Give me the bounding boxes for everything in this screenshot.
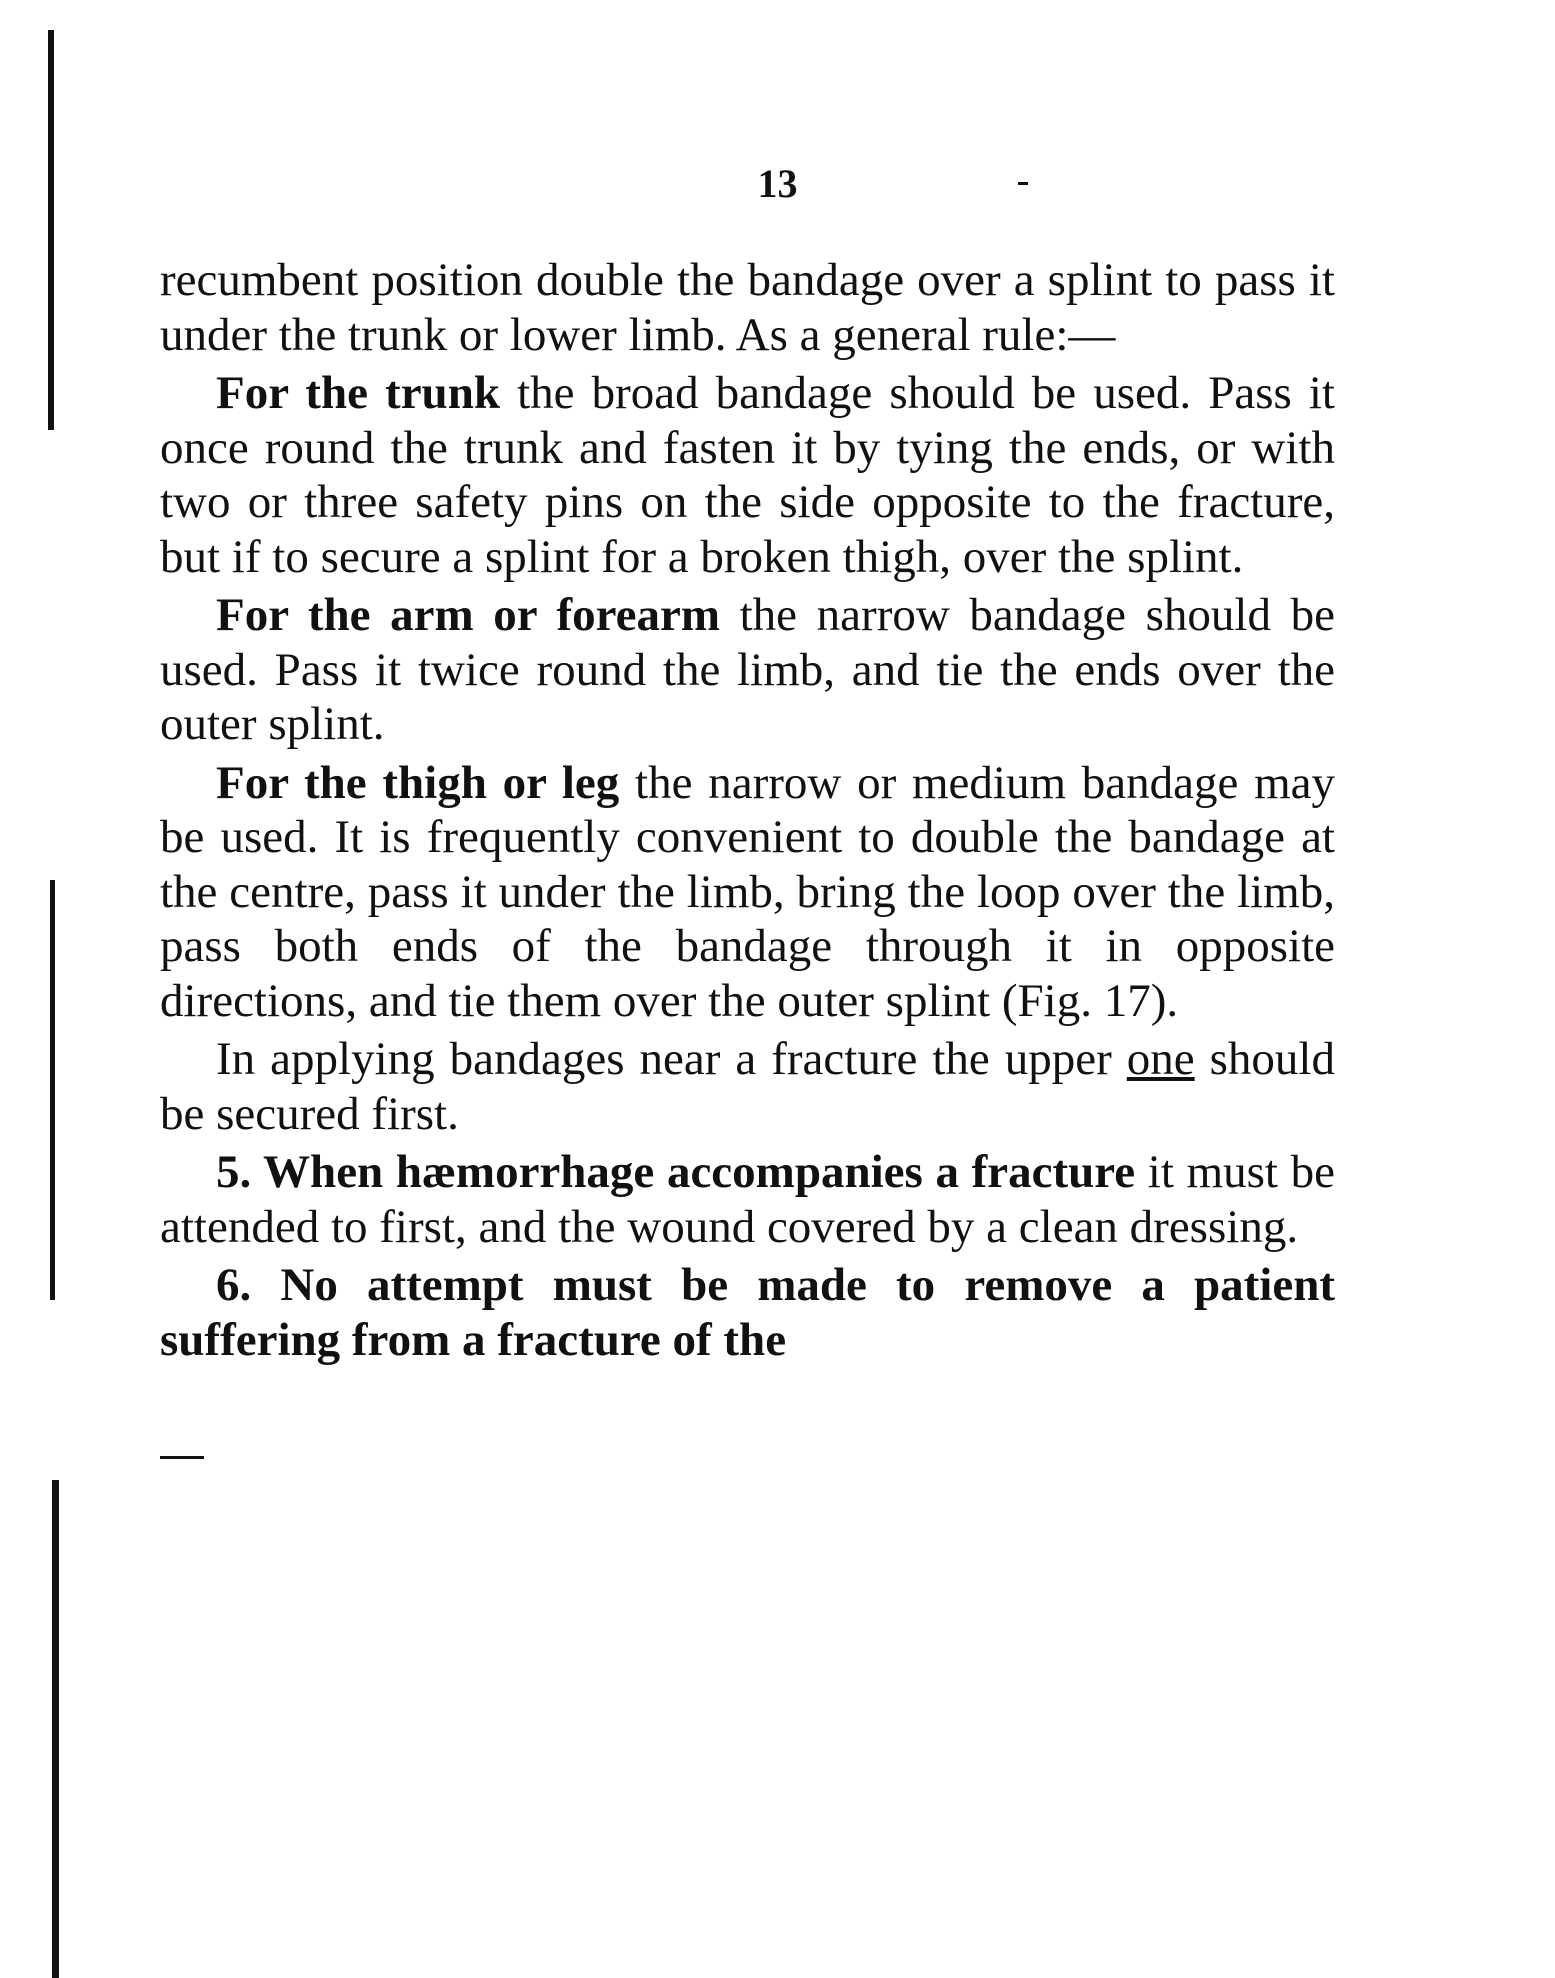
text-arm: the narrow bandage should be used. Pass it twice round the limb, and tie the ends over the outer splint. [160, 589, 1335, 750]
text-applying-underlined: one [1126, 1033, 1195, 1085]
scan-mark-underline [160, 1456, 204, 1459]
paragraph-no-attempt [160, 1258, 1335, 1367]
scan-margin-line-bottom [52, 1480, 59, 1978]
scan-margin-line-top [48, 30, 54, 430]
heading-arm: For the arm or forearm [216, 589, 720, 641]
heading-no-attempt: 6. No attempt must be made to remove a patient suffering from a fracture of the [160, 1259, 1335, 1366]
paragraph-trunk [160, 366, 1335, 584]
paragraph-thigh [160, 756, 1335, 1029]
paragraph-arm [160, 588, 1335, 752]
text-applying-b: should be secured first. [160, 1033, 1335, 1140]
scan-margin-line-middle [50, 880, 55, 1300]
text-trunk: the broad bandage should be used. Pass it once round the trunk and fasten it by tying the ends, or with two or three safety pins on the side opposite to the fracture, but if to secure a splint for a broken thigh, over the splint. [160, 367, 1335, 583]
paragraph-applying [160, 1032, 1335, 1141]
text-applying-a: In applying bandages near a fracture the upper [216, 1033, 1127, 1085]
heading-thigh: For the thigh or leg [216, 756, 620, 809]
paragraph-haemorrhage [160, 1145, 1335, 1254]
heading-haemorrhage: 5. When hæmorrhage accompanies a fracture [216, 1146, 1136, 1198]
text-haemorrhage: it must be attended to first, and the wound covered by a clean dressing. [160, 1146, 1335, 1253]
text-thigh: the narrow or medium bandage may be used. It is frequently convenient to double the bandage at the centre, pass it under the limb, bring the loop over the limb, pass both ends of the bandage through it in opposite directions, and tie them over the outer splint (Fig. 17). [160, 756, 1335, 1027]
page-body [160, 253, 1335, 1371]
paragraph-continuation: recumbent position double the bandage over a splint to pass it under the trunk or lower limb. As a general rule:— [160, 254, 1335, 361]
page-number: 13 [757, 161, 798, 206]
heading-trunk: For the trunk [216, 367, 500, 419]
